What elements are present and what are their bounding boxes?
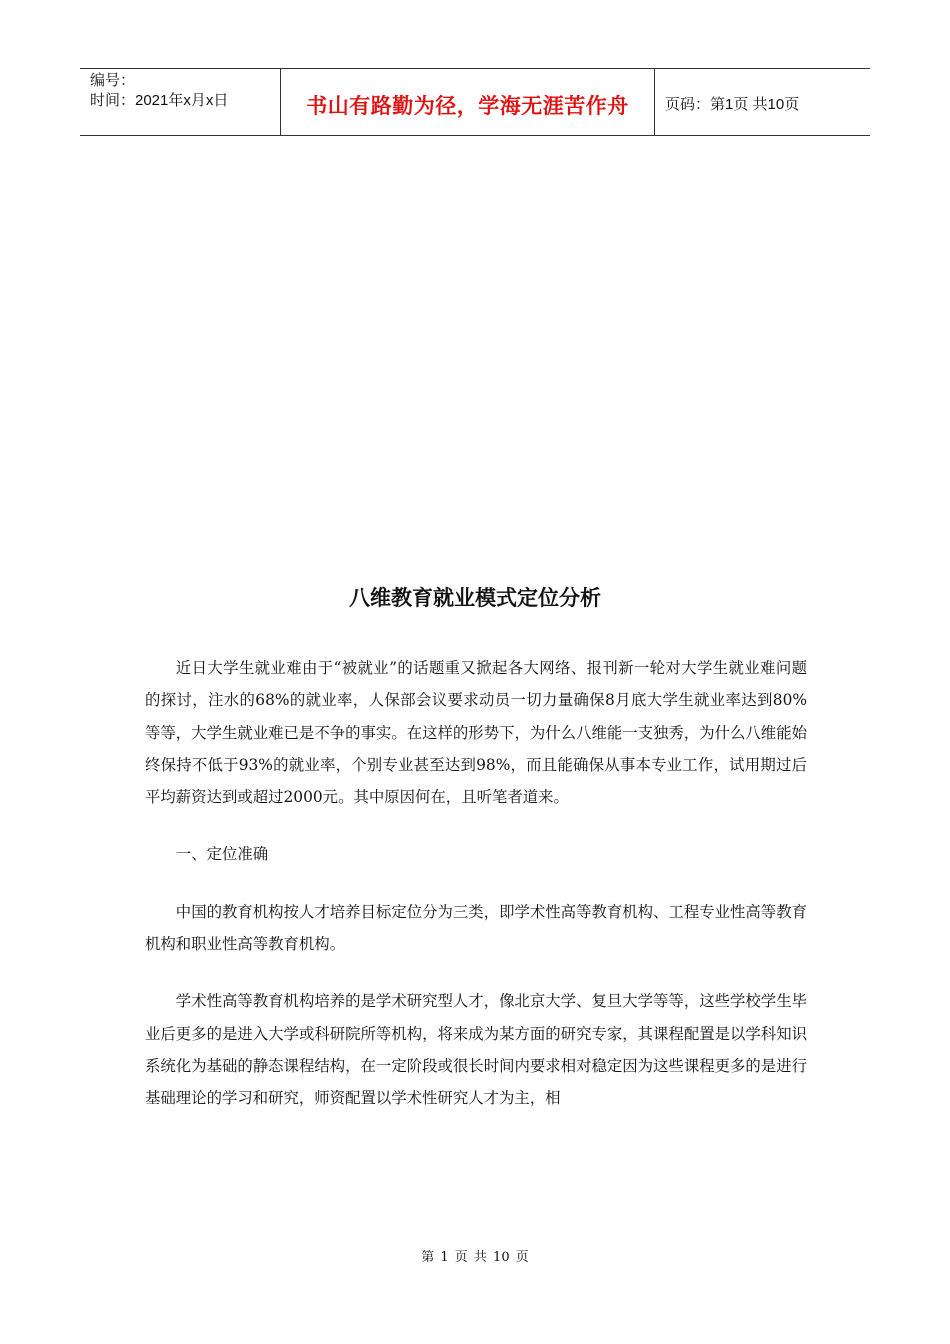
header-page-cell xyxy=(655,69,870,135)
document-header xyxy=(80,68,870,136)
header-meta-cell xyxy=(80,69,281,135)
page-footer: 第 1 页 共 10 页 xyxy=(421,1250,529,1265)
document-title: 八维教育就业模式定位分析 xyxy=(349,586,601,610)
number-label: 编号： xyxy=(90,72,136,89)
section-heading: 一、定位准确 xyxy=(175,845,269,864)
document-body xyxy=(145,652,807,1140)
page-info: 页码：第1页 共10页 xyxy=(665,95,800,113)
paragraph: 学术性高等教育机构培养的是学术研究型人才，像北京大学、复旦大学等等，这些学校学生毕业后更多的是进入大学或科研院所等机构，将来成为某方面的研究专家，其课程配置是以学科知识系统化为基础的静态课程结构，在一定阶段或很长时间内要求相对稳定因为这些课程更多的是进行基础理论的学习和研究，师资配置以学术性研究人才为主，相 xyxy=(145,992,807,1108)
paragraph-intro: 近日大学生就业难由于“被就业”的话题重又掀起各大网络、报刊新一轮对大学生就业难问题的探讨，注水的68%的就业率，人保部会议要求动员一切力量确保8月底大学生就业率达到80%等等，大学生就业难已是不争的事实。在这样的形势下，为什么八维能一支独秀，为什么八维能始终保持不低于93%的就业率，个别专业甚至达到98%，而且能确保从事本专业工作，试用期过后平均薪资达到或超过2000元。其中原因何在，且听笔者道来。 xyxy=(145,659,807,807)
header-motto-cell xyxy=(281,69,655,135)
time-label: 时间：2021年x月x日 xyxy=(90,92,229,109)
paragraph: 中国的教育机构按人才培养目标定位分为三类，即学术性高等教育机构、工程专业性高等教育机构和职业性高等教育机构。 xyxy=(145,902,807,954)
motto-text: 书山有路勤为径，学海无涯苦作舟 xyxy=(306,94,629,118)
